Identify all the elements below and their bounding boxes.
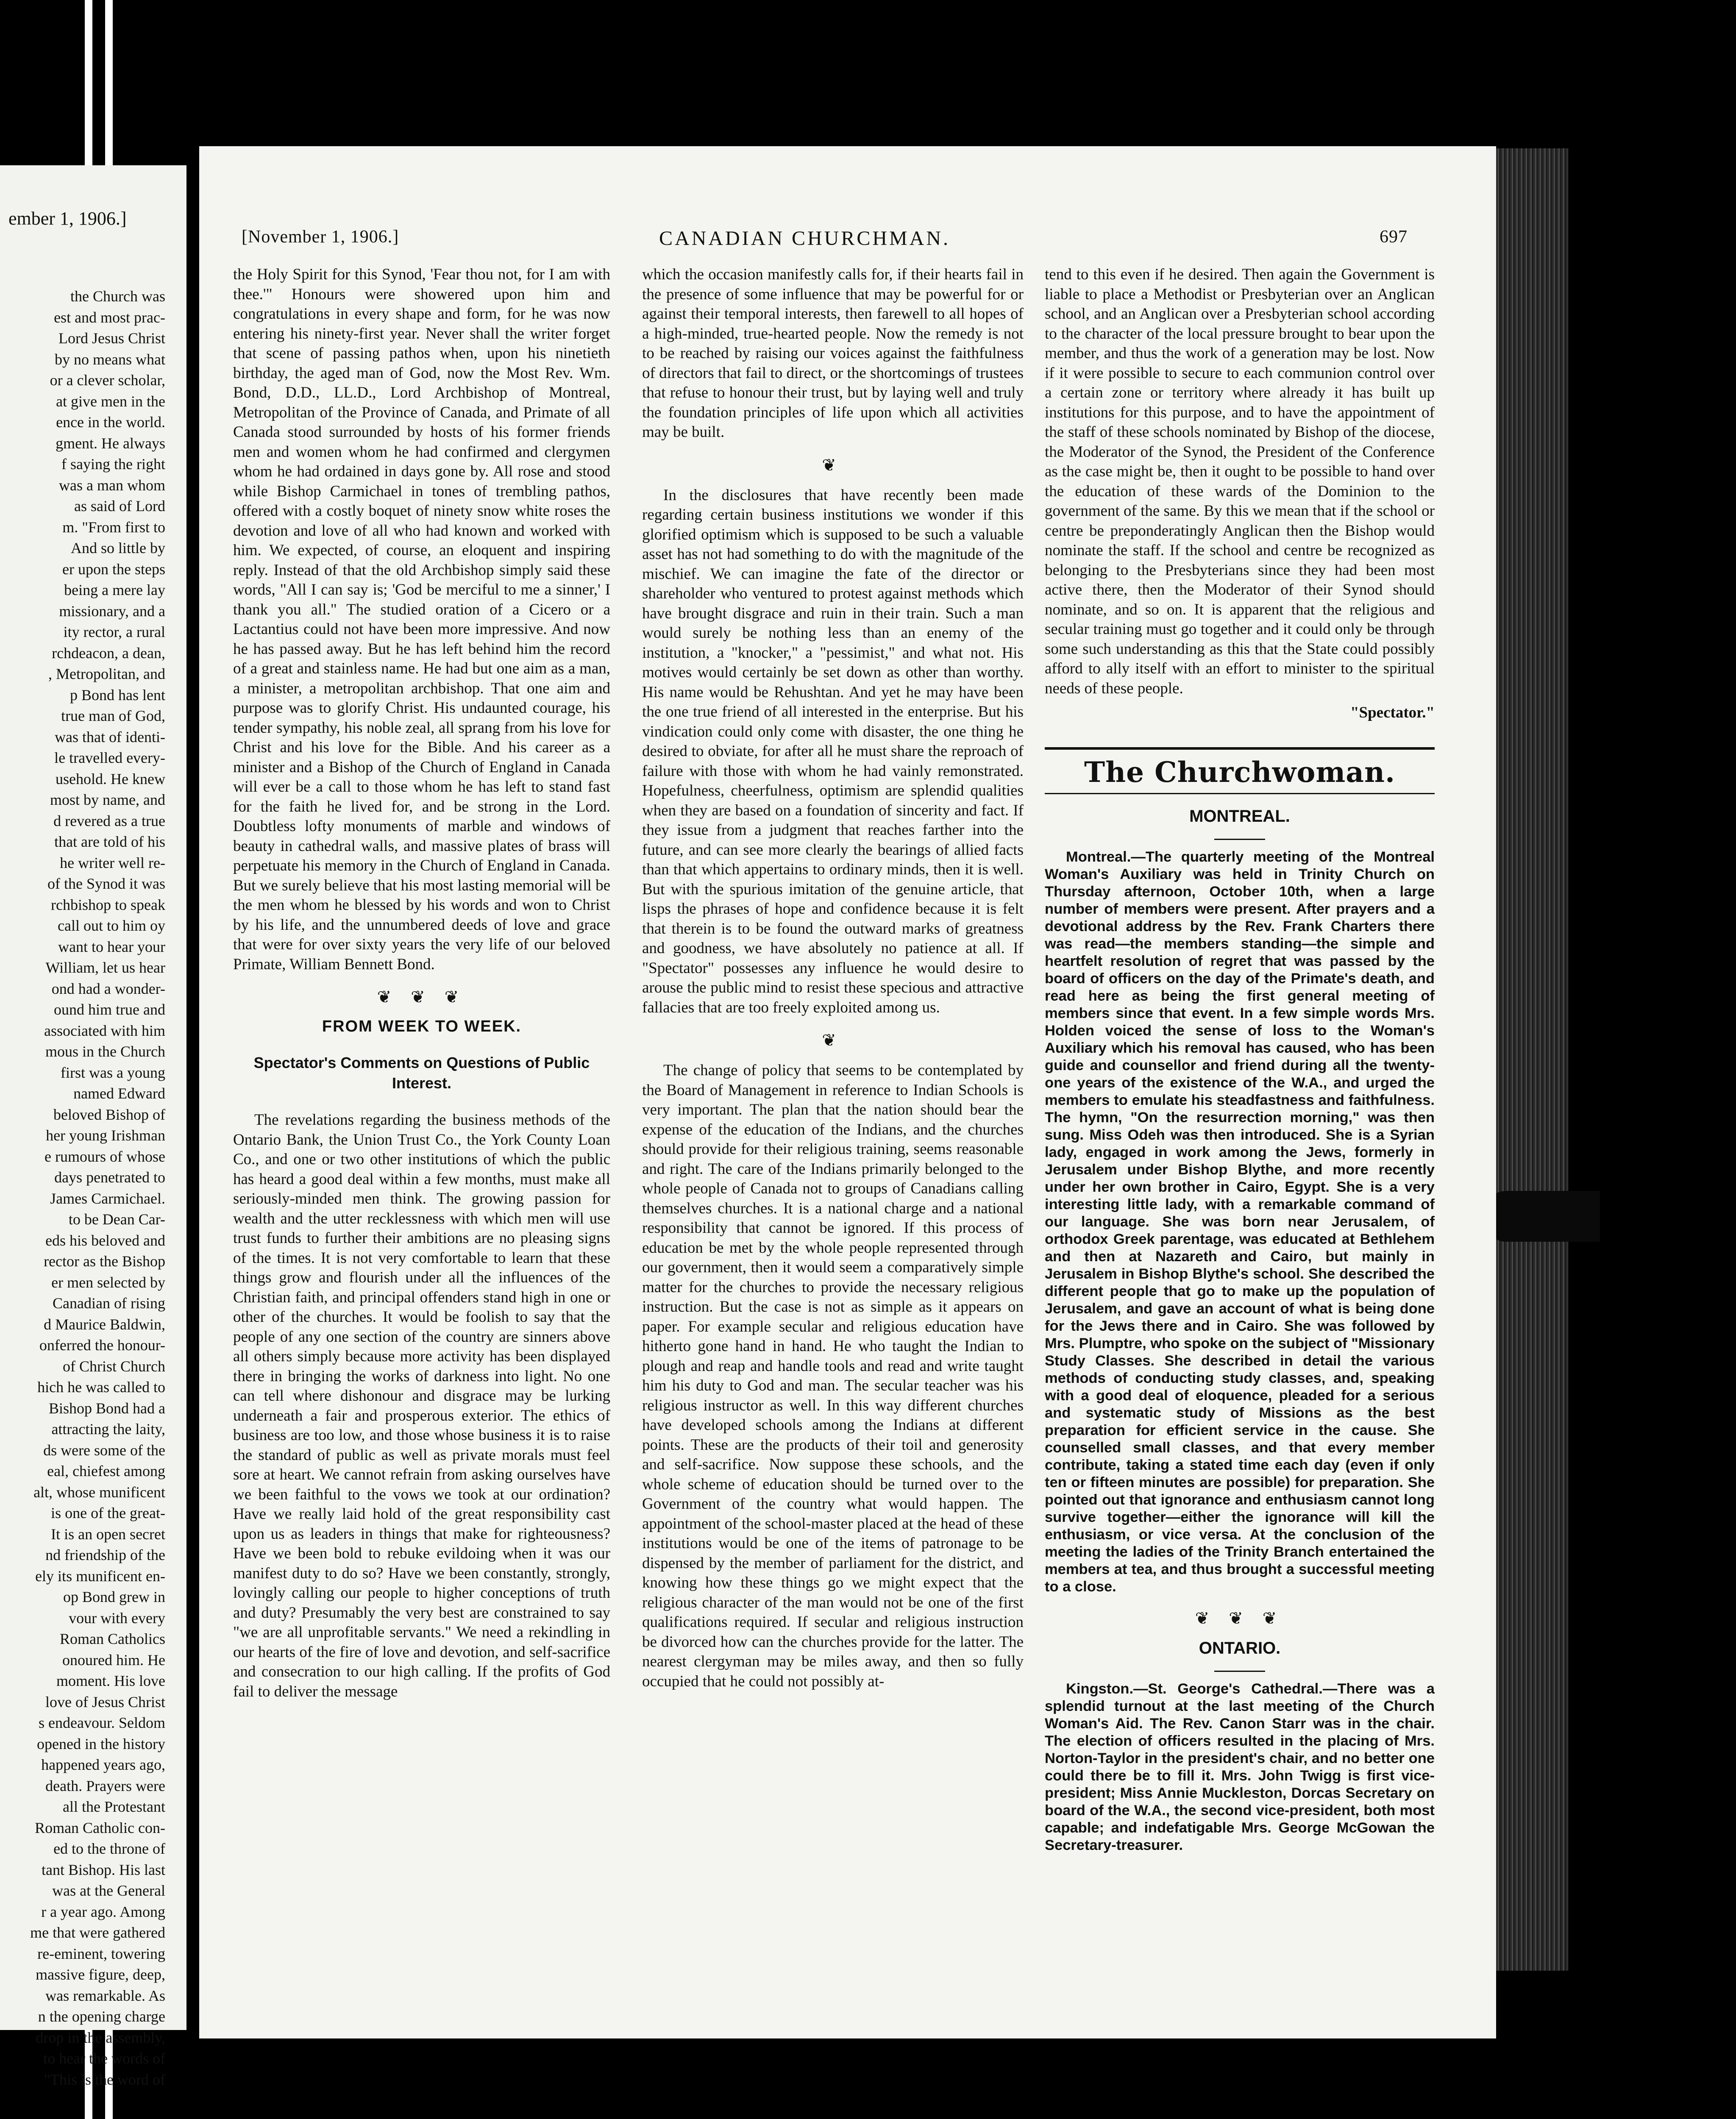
facing-page-line: er men selected by [51, 1274, 165, 1291]
facing-page-line: missionary, and a [59, 602, 165, 620]
facing-page-line: Lord Jesus Christ [58, 330, 165, 347]
montreal-paragraph: Montreal.—The quarterly meeting of the Montreal Woman's Auxiliary was held in Trinity Church on Thursday afternoon, October 10th, when a large number of members were present. After prayers and a devotional address by the Rev. Frank Charters there was read—the members standing—the simple and heartfelt resolution of regret that was passed by the board of officers on the day of the Primate's death, and read here as being the first general meeting of members since that event. In a few simple words Mrs. Holden voiced the sense of loss to the Woman's Auxiliary which his removal has caused, who has been guide and counsellor and friend during all the twenty-one years of the existence of the W.A., and urged the members to emulate his steadfastness and faithfulness. The hymn, "On the resurrection morning," was then sung. Miss Odeh was then introduced. She is a Syrian lady, engaged in work among the Jews, formerly in Jerusalem under Bishop Blythe, and more recently under her own brother in Cairo, Egypt. She is a very interesting little lady, with a remarkable command of our language. She was born near Jerusalem, of orthodox Greek parentage, was educated at Bethlehem and then at Nazareth and Cairo, but mainly in Jerusalem in Bishop Blythe's school. She described the different people that go to make up the population of Jerusalem, and gave an account of what is being done for the Jews there and in Cairo. She was followed by Mrs. Plumptre, who spoke on the subject of "Missionary Study Classes. She described in detail the various methods of conducting study classes, and, speaking with a good deal of eloquence, pleaded for a serious and systematic study of Missions as the best preparation for efficient service in the cause. She counselled small classes, and that every member contribute, taking a stated time each day (even if only ten or fifteen minutes are possible) for preparation. She pointed out that ignorance and enthusiasm cannot long survive together—either the ignorance will kill the enthusiasm, or vice versa. At the conclusion of the meeting the ladies of the Trinity Branch entertained the members at tea, and thus brought a successful meeting to a close. [1045, 849, 1435, 1595]
book-page-edges [1496, 148, 1568, 1971]
optimism-paragraph: In the disclosures that have recently been made regarding certain business institutions we wonder if this glorified optimism which is supposed to be such a valuable asset has not had something to do with the magnitude of the mischief. We can imagine the fate of the director or shareholder who ventured to protest against methods which have brought disgrace and ruin in their train. Such a man would surely be nothing less than an enemy of the institution, a "knocker," a "pessimist," and what not. His motives would certainly be set down as other than worthy. His name would be Rehushtan. And yet he may have been the one true friend of all interested in the enterprise. But his vindication could only come with disaster, the one thing he desired to obviate, for after all he must share the reproach of failure with those with whom he had vainly remonstrated. Hopefulness, cheerfulness, optimism are splendid qualities when they are based on a foundation of sincerity and fact. If they issue from a judgment that reaches farther into the future, and can see more clearly the bearings of allied facts than that which appertains to ordinary minds, then it is well. But with the spurious imitation of the genuine article, that lisps the phrases of hope and confidence because it is felt that therein is to be found the outward marks of greatness and goodness, we have absolutely no patience at all. If "Spectator" possesses any influence he would desire to arouse the public mind to resist these specious and attractive fallacies that are too freely exploited among us. [642, 486, 1024, 1016]
facing-page-line: first was a young [61, 1064, 165, 1081]
indian-schools-paragraph: The change of policy that seems to be contemplated by the Board of Management in reference to Indian Schools is very important. The plan that the nation should bear the expense of the education of the Indians, and the churches should provide for their religious training, seems reasonable and right. The care of the Indians primarily belonged to the whole people of Canada not to groups of Canadians calling themselves churches. It is a national charge and a national responsibility that cannot be ignored. If this process of education be met by the whole people represented through our government, then it would seem a comparatively simple matter for the churches to provide the necessary religious instruction. But the case is not as simple as it appears on paper. For example secular and religious education have hitherto gone hand in hand. He who taught the Indian to plough and reap and handle tools and read and write taught him his duty to God and man. The secular teacher was his religious instructor as well. In this way different churches have developed schools among the Indians at different points. These are the products of their toil and generosity and self-sacrifice. Now suppose these schools, and the whole scheme of education should be turned over to the Government of the country what would happen. The appointment of the school-master placed at the head of these institutions would be one of the items of patronage to be dispensed by the member of parliament for the district, and knowing how these things go we might expect that the religious character of the man would not be one of the first qualifications required. If secular and religious instruction be divorced how can the churches provide for the latter. The nearest clergyman may be miles away, and then so fully occupied that he could not possibly at- [642, 1062, 1024, 1690]
paragraph-ornament: ❦ [822, 455, 844, 475]
facing-page-line: est and most prac- [54, 309, 165, 326]
section-ornament: ❦ ❦ ❦ [377, 987, 467, 1007]
facing-page-line: Canadian of rising [53, 1295, 165, 1312]
short-rule-2 [1214, 1671, 1265, 1672]
facing-page-line: eal, chiefest among [47, 1463, 165, 1479]
facing-page-line: rector as the Bishop [44, 1253, 165, 1270]
montreal-report [1045, 848, 1435, 1596]
facing-page-line: mous in the Church [45, 1043, 165, 1060]
facing-page-line: r a year ago. Among [41, 1903, 165, 1920]
facing-page-line: was that of identi- [55, 728, 165, 745]
facing-page-line: being a mere lay [64, 581, 165, 598]
facing-page-line: was a man whom [59, 476, 165, 494]
facing-page-line: to hear the words of [43, 2050, 165, 2067]
remedy-paragraph: which the occasion manifestly calls for, if their hearts fail in the presence of some influence that may be powerful for or against their temporal interests, then farewell to all hopes of a high-minded, true-hearted people. Now the remedy is not to be reached by raising our voices against the faithfulness of directors that fail to direct, or the shortcomings of trustees that refuse to honour their trust, but by laying well and truly the foundation principles of life upon which all activities may be built. [642, 266, 1024, 441]
article-heading: FROM WEEK TO WEEK. [322, 1018, 522, 1035]
paragraph-ornament-2: ❦ [822, 1031, 844, 1050]
facing-page-line: d revered as a true [53, 812, 165, 829]
facing-page-line: eds his beloved and [45, 1232, 165, 1249]
facing-page-line: was at the General [52, 1882, 165, 1899]
facing-page-line: onoured him. He [62, 1651, 165, 1669]
facing-page-column [4, 286, 165, 2090]
facing-page-line: massive figure, deep, [36, 1966, 165, 1983]
page-number: 697 [1380, 227, 1408, 247]
facing-page-line: beloved Bishop of [53, 1106, 165, 1123]
facing-page-line: William, let us hear [45, 959, 165, 976]
facing-page-line: all the Protestant [63, 1798, 165, 1815]
facing-page-line: true man of God, [61, 707, 165, 724]
binding-clip [1481, 1191, 1600, 1242]
facing-page-line: s endeavour. Seldom [39, 1714, 165, 1731]
facing-page-line: or a clever scholar, [50, 372, 165, 389]
facing-page-line: alt, whose munificent [33, 1483, 165, 1501]
facing-page-line: op Bond grew in [63, 1588, 165, 1605]
facing-page-line: Roman Catholic con- [35, 1819, 165, 1836]
bond-tribute-paragraph: the Holy Spirit for this Synod, 'Fear thou not, for I am with thee.'" Honours were showered upon him and congratulations in every shape and form, for he was now entering his ninety-first year. Never shall the writer forget that scene of passing pathos when, upon his ninetieth birthday, the aged man of God, now the Most Rev. Wm. Bond, D.D., LL.D., Lord Archbishop of Montreal, Metropolitan of the Province of Canada, and Primate of all Canada stood surrounded by hosts of his former friends men and women whom he had confirmed and clergymen whom he had ordained in days gone by. All rose and stood while Bishop Carmichael in tones of trembling pathos, offered with a costly boquet of ninety snow white roses the devotion and love of all who had known and worked with him. We expected, of course, an eloquent and inspiring reply. Instead of that the old Archbishop simply said these words, "All I can say is; 'God be merciful to me a sinner,' I thank you all." The studied oration of a Cicero or a Lactantius could not have been more impressive. And now he has passed away. But he has left behind him the record of a great and stainless name. He had but one aim as a man, a minister, a metropolitan archbishop. That one aim and purpose was to glorify Christ. His undaunted courage, his tender sympathy, his noble zeal, all sprang from his love for Christ and his love for the Bible. And his career as a minister and a Bishop of the Church of England in Canada will ever be a call to those whom he has left to stand fast for the faith he lived for, and be strong in the Lord. Doubtless lofty monuments of marble and windows of beauty in cathedral walls, and massive plates of brass will perpetuate his memory in the Church of England in Canada. But we surely believe that his most lasting memorial will be the men whom he blessed by his words and won to Christ by his life, and the unnumbered deeds of love and grace that were for over sixty years the very life of our beloved Primate, William Bennett Bond. [233, 266, 610, 973]
facing-page-line: to be Dean Car- [68, 1211, 165, 1228]
facing-page-line: ence in the world. [56, 414, 165, 431]
running-head-date: [November 1, 1906.] [242, 227, 399, 247]
facing-page-line: by no means what [55, 350, 165, 368]
business-methods-paragraph: The revelations regarding the business methods of the Ontario Bank, the Union Trust Co., the York County Loan Co., and one or two other institutions of which the public has heard a good deal within a few months, must make all seriously-minded men think. The growing passion for wealth and the utter recklessness with which men will use trust funds to further their ambitions are no pleasing signs of the times. It is not very comfortable to learn that these things grow and flourish under all the influences of the Christian faith, and principal offenders stand high in one or other of the churches. It would be foolish to say that the people of any one section of the country are sinners above all others simply because more activity has been displayed there in bringing the works of darkness into light. No one can tell where dishonour and disgrace may be lurking underneath a fair and prosperous exterior. The ethics of business are too low, and those whose business it is to raise the standard of public as well as private morals must feel sore at heart. We cannot refrain from asking ourselves have we been faithful to the vows we took at our ordination? Have we really laid hold of the great responsibility cast upon us as leaders in things that make for righteousness? Have we been bold to rebuke evildoing when it was our manifest duty to do so? Have we been constantly, strongly, lovingly calling our people to higher conceptions of truth and duty? Presumably the very best are constrained to say "we are all unprofitable servants." We need a rekindling in our hearts of the fire of love and devotion, and self-sacrifice and consecration to our high calling. If the profits of God fail to deliver the message [233, 1111, 610, 1700]
facing-page-fragment [0, 165, 186, 2088]
facing-page-line: her young Irishman [46, 1127, 165, 1144]
facing-page-line: attracting the laity, [51, 1421, 165, 1438]
section-title: The Churchwoman. [1084, 756, 1395, 789]
schools-continuation-paragraph: tend to this even if he desired. Then again the Government is liable to place a Methodist or Presbyterian over an Anglican school, and an Anglican over a Presbyterian school according to the character of the local pressure brought to bear upon the member, and thus the work of a generation may be lost. Now if it were possible to secure to each communion control over a certain zone or territory where already it has built up institutions for this purpose, and to have the appointment of the staff of these schools nominated by Bishop of the diocese, the Moderator of the Synod, the President of the Conference as the case might be, then it ought to be possible to hand over the education of these wards of the Dominion to the government of the same. By this we mean that if the school or centre be preponderatingly Anglican then the Bishop would nominate the staff. If the school and centre be recognized as belonging to the Presbyterians since they had been most active there, then the Moderator of their Synod should nominate, and so on. It is apparent that the religious and secular training must go together and it could only be through some such understanding as this that the State could possibly afford to ally itself with an effort to minister to the spiritual needs of these people. [1045, 266, 1435, 697]
facing-page-line: p Bond has lent [70, 686, 165, 704]
facing-page-line: hich he was called to [37, 1379, 165, 1396]
facing-page-line: ound him true and [54, 1001, 165, 1018]
kingston-paragraph: Kingston.—St. George's Cathedral.—There was a splendid turnout at the last meeting of the Church Woman's Aid. The Rev. Canon Starr was in the chair. The election of officers resulted in the placing of Mrs. Norton-Taylor in the president's chair, and no better one could there be to fill it. Mrs. John Twigg is first vice-president; Miss Annie Muckleston, Dorcas Secretary on board of the W.A., the second vice-president, both most capable; and indefatigable Mrs. George McGowan the Secretary-treasurer. [1045, 1681, 1435, 1853]
facing-page-line: e rumours of whose [45, 1148, 165, 1165]
facing-page-line: ond had a wonder- [51, 980, 165, 997]
section-rule-bottom [1045, 793, 1435, 794]
facing-page-line: opened in the history [37, 1735, 165, 1752]
facing-page-line: most by name, and [50, 791, 165, 808]
column-1 [233, 265, 610, 1702]
author-signature: "Spectator." [1350, 704, 1435, 721]
facing-page-line: rchdeacon, a dean, [52, 644, 165, 662]
facing-page-line: death. Prayers were [45, 1777, 165, 1794]
facing-page-line: James Carmichael. [50, 1190, 165, 1207]
facing-page-line: at give men in the [56, 392, 165, 410]
facing-page-line: Bishop Bond had a [49, 1399, 165, 1417]
facing-page-line: call out to him oy [58, 917, 165, 934]
facing-page-line: ity rector, a rural [63, 623, 165, 640]
facing-page-line: the Church was [70, 288, 165, 305]
column-3 [1045, 265, 1435, 1854]
running-head-title: CANADIAN CHURCHMAN. [659, 227, 951, 250]
facing-page-header: ember 1, 1906.] [8, 208, 127, 229]
facing-page-line: re-eminent, towering [37, 1945, 165, 1962]
facing-page-line: associated with him [44, 1022, 165, 1039]
section-rule-top [1045, 747, 1435, 750]
region-heading-montreal: MONTREAL. [1189, 807, 1290, 826]
facing-page-line: usehold. He knew [56, 770, 165, 787]
facing-page-line: n the opening charge [38, 2008, 165, 2025]
facing-page-line: d Maurice Baldwin, [44, 1315, 165, 1333]
facing-page-line: Roman Catholics [60, 1630, 165, 1647]
facing-page-line: want to hear your [58, 938, 165, 955]
ontario-report [1045, 1680, 1435, 1854]
facing-page-line: onferred the honour- [39, 1337, 165, 1354]
facing-page-line: er upon the steps [62, 560, 165, 578]
facing-page-line: gment. He always [56, 434, 165, 452]
facing-page-line: ds were some of the [43, 1441, 165, 1459]
facing-page-line: ely its munificent en- [35, 1567, 165, 1585]
facing-page-line: m. "From first to [62, 518, 165, 536]
column-2 [642, 265, 1024, 1691]
facing-page-line: "This is the word of [44, 2071, 165, 2088]
facing-page-line: he writer well re- [60, 854, 165, 871]
facing-page-line: is one of the great- [51, 1504, 165, 1521]
facing-page-line: me that were gathered [30, 1924, 165, 1941]
facing-page-line: drop in the assembly, [36, 2029, 165, 2046]
section-ornament-2: ❦ ❦ ❦ [1195, 1609, 1285, 1628]
facing-page-line: as said of Lord [74, 498, 165, 514]
facing-page-line: It is an open secret [51, 1525, 165, 1543]
facing-page-line: tant Bishop. His last [41, 1861, 165, 1878]
facing-page-line: rchbishop to speak [51, 896, 165, 913]
facing-page-line: vour with every [69, 1609, 165, 1627]
facing-page-line: f saying the right [61, 456, 165, 473]
facing-page-line: named Edward [73, 1085, 165, 1102]
facing-page-line: of Christ Church [63, 1357, 165, 1375]
facing-page-line: days penetrated to [54, 1169, 165, 1186]
facing-page-line: And so little by [71, 539, 165, 556]
facing-page-line: that are told of his [54, 833, 165, 850]
facing-page-line: love of Jesus Christ [45, 1693, 165, 1710]
facing-page-line: moment. His love [56, 1672, 165, 1689]
facing-page-line: nd friendship of the [45, 1546, 165, 1563]
region-heading-ontario: ONTARIO. [1199, 1639, 1281, 1657]
short-rule [1214, 839, 1265, 840]
facing-page-line: of the Synod it was [47, 875, 165, 892]
facing-page-line: happened years ago, [41, 1756, 165, 1773]
facing-page-line: , Metropolitan, and [48, 665, 165, 682]
article-subheading: Spectator's Comments on Questions of Public Interest. [253, 1054, 590, 1092]
facing-page-line: was remarkable. As [45, 1987, 165, 2004]
facing-page-line: ed to the throne of [53, 1840, 165, 1857]
newspaper-page [199, 146, 1496, 2038]
facing-page-line: le travelled every- [54, 749, 165, 766]
